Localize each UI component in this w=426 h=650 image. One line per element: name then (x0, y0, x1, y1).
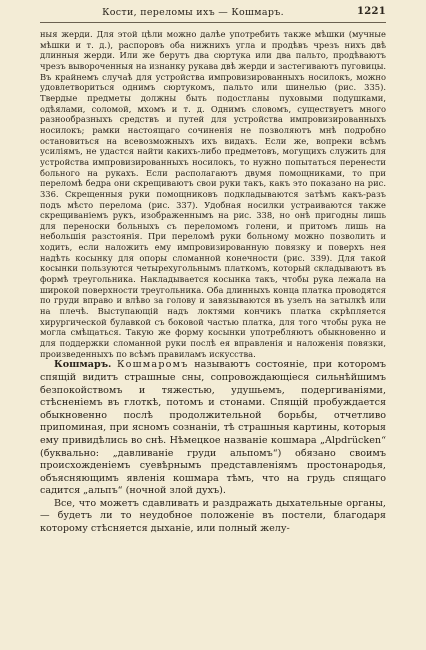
paragraph-causes: Все, что можетъ сдавливать и раздражать дыхательные органы, — будетъ ли то неудобное положеніе въ постели, благодаря которому стѣсняется дыханіе, или полный желу- (40, 497, 386, 535)
page-number: 1221 (356, 6, 386, 17)
page-body (40, 29, 386, 536)
page-header (40, 6, 386, 23)
paragraph-nightmare-text: называютъ состояніе, при которомъ спящій видитъ страшные сны, сопровождающіеся сильнѣйшимъ безпокойствомъ и тяжестью, удушьемъ, подергиваніями, стѣсненіемъ въ глоткѣ, потомъ и стонами. Спящій пробуждается обыкновенно послѣ продолжительной борьбы, отчетливо припоминая, при ясномъ сознаніи, тѣ страшныя картины, которыя ему привидѣлись во снѣ. Нѣмецкое названіе кошмара „Alpdrücken“ (буквально: „давливаніе груди альпомъ“) обязано своимъ происхожденіемъ суевѣрнымъ представленіямъ простонародья, объясняющимъ явленія кошмара тѣмъ, что на грудь спящаго садится „альпъ“ (ночной злой духъ). (40, 359, 386, 497)
main-text-block (40, 359, 386, 535)
paragraph-nightmare (40, 359, 386, 498)
running-title: Кости, переломы ихъ — Кошмаръ. (102, 7, 284, 18)
paragraph-stretchers: ныя жерди. Для этой цѣли можно далѣе употребить также мѣшки (мучные мѣшки и т. д.), распоровъ оба нижнихъ угла и продѣвъ чрезъ нихъ двѣ длинныя жерди. Или же берутъ два сюртука или два пальто, продѣваютъ чрезъ вывороченныя на изнанку рукава двѣ жерди и застегиваютъ пуговицы. Въ крайнемъ случаѣ для устройства импровизированныхъ носилокъ, можно удовлетвориться однимъ сюртукомъ, пальто или шинелью (рис. 335). Твердые предметы должны быть подостланы пуховыми подушками, одѣялами, соломой, мхомъ и т. д. Однимъ словомъ, существуетъ много разнообразныхъ средствъ и путей для устройства импровизированныхъ носилокъ; рамки настоящаго сочиненія не позволяютъ мнѣ подробно остановиться на всевозможныхъ ихъ видахъ. Если же, вопреки всѣмъ усиліямъ, не удастся найти какихъ-либо предметовъ, могущихъ служить для устройства импровизированныхъ носилокъ, то нужно попытаться перенести больного на рукахъ. Если располагаютъ двумя помощниками, то при переломѣ бедра они скрещиваютъ свои руки такъ, какъ это показано на рис. 336. Скрещенныя руки помощниковъ подкладываются затѣмъ какъ-разъ подъ мѣсто перелома (рис. 337). Удобная носилки устраиваются также скрещиваніемъ рукъ, изображеннымъ на рис. 338, но онѣ пригодны лишь для переноски больныхъ съ переломомъ голени, и притомъ лишь на небольшія разстоянія. При переломѣ руки больному можно позволить и ходить, если наложить ему импровизированную повязку и поверхъ нея надѣть косынку для опоры сломанной конечности (рис. 339). Для такой косынки пользуются четырехугольнымъ платкомъ, который складываютъ въ формѣ треугольника. Накладывается косынка такъ, чтобы рука лежала на широкой поверхности треугольника. Оба длинныхъ конца платка проводятся по груди вправо и влѣво за голову и завязываются въ узелъ на затылкѣ или на плечѣ. Выступающій надъ локтями кончикъ платка скрѣпляется хирургической булавкой съ боковой частью платка, для того чтобы рука не могла смѣщаться. Такую же форму косынки употребляютъ обыкновенно и для поддержки сломанной руки послѣ ея вправленія и наложенія повязки, произведенныхъ по всѣмъ правиламъ искусства. (40, 29, 386, 359)
spaced-term: Кошмаромъ (117, 359, 189, 371)
section-heading: Кошмаръ. (54, 359, 112, 371)
small-print-block (40, 29, 386, 359)
